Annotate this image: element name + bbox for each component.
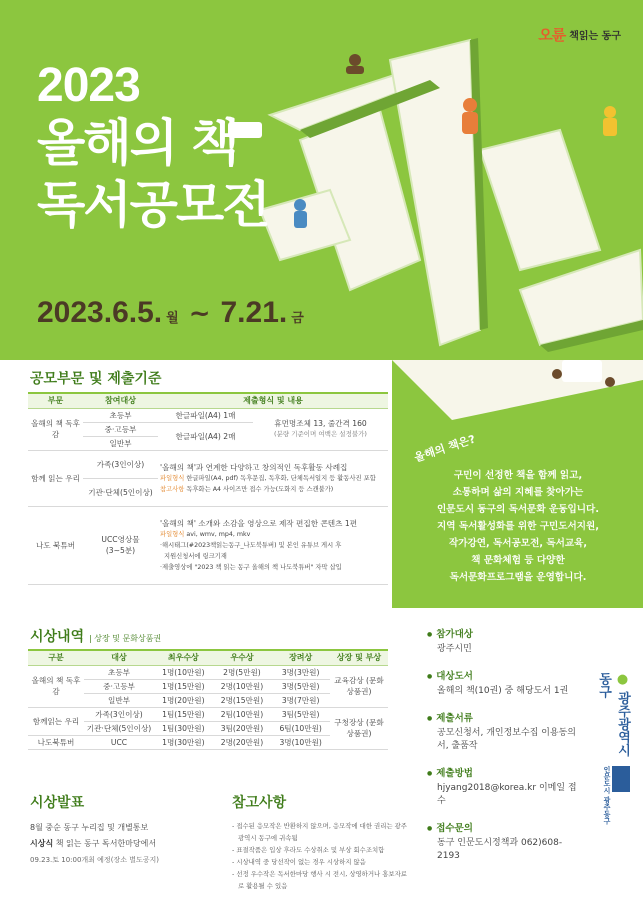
notes-title: 참고사항: [232, 795, 287, 811]
humanities-logo-icon: [612, 766, 630, 792]
cell-format: 한글파일(A4) 1매: [158, 408, 253, 422]
cell-target: 일반부: [83, 436, 158, 450]
note-value: 독후화는 A4 사이즈만 접수 가능(도화지 등 스캔불가): [186, 485, 334, 493]
col-header: 장려상: [271, 650, 330, 665]
cell-prize: 2명(15만원): [213, 693, 272, 707]
ceremony-text: 책 읽는 동구 독서한마당에서: [55, 839, 157, 848]
humanities-city-logo: [603, 766, 630, 854]
cell-prize: 2명(20만원): [213, 735, 272, 749]
info-list: [427, 620, 577, 863]
target-line: (3~5분): [105, 546, 136, 555]
cell-target: 기관·단체(5인이상): [83, 478, 158, 506]
ceremony-date: 09.23.토 10:00개최 예정(장소 별도공지): [30, 856, 159, 864]
contest-period: [37, 296, 304, 330]
cell-prize: 1명(20만원): [154, 693, 213, 707]
awards-subtitle: 상장 및 문화상품권: [94, 634, 162, 643]
cell-prize: 3명(5만원): [271, 679, 330, 693]
info-body: hjyang2018@korea.kr 이메일 접수: [437, 783, 577, 806]
note-line: ·해시태그(#2023책읽는동구_나도북튜버) 및 본인 유튜브 게시 후: [160, 541, 342, 549]
awards-table: [28, 649, 388, 750]
section-awards-title: 시상내역 | 상장 및 문화상품권: [30, 629, 162, 645]
cell-target: 중·고등부: [84, 679, 154, 693]
col-header: 제출형식 및 내용: [158, 393, 388, 408]
cell-target: 중·고등부: [83, 422, 158, 436]
note-line: 지원신청서에 링크기재: [164, 552, 227, 560]
callout-line: 독서문화프로그램을 운영합니다.: [449, 572, 587, 583]
cell-desc: [158, 450, 388, 506]
start-day: 월: [166, 311, 179, 326]
cell-prize: 2명(10만원): [213, 679, 272, 693]
note-line: ·제출영상에 "2023 책 읽는 동구 올해의 책 나도북튜버" 자막 삽입: [160, 563, 342, 571]
cell-target: UCC: [84, 735, 154, 749]
note-item: - 표절작품은 입상 후라도 수상취소 및 부상 회수조치함: [232, 846, 385, 854]
title-year: 2023: [37, 59, 140, 112]
note-item: - 선정 우수작은 독서한마당 행사 시 전시, 상영하거나 홍보자료로 활용될 수 있음: [232, 870, 407, 890]
cell-target: 초등부: [83, 408, 158, 422]
cell-category: 함께읽는 우리: [28, 707, 84, 735]
callout-line: 작가강연, 독서공모전, 독서교육,: [448, 538, 588, 549]
cell-desc: [158, 506, 388, 584]
callout-line: 지역 독서활성화를 위한 구민도서지원,: [437, 521, 599, 532]
district-logo-icon: ●: [615, 672, 630, 687]
cell-prize: 2명(5만원): [213, 665, 272, 679]
col-header: 대상: [84, 650, 154, 665]
district-logo: [596, 672, 632, 762]
col-header: 참여대상: [83, 393, 158, 408]
info-heading: ● 접수문의: [427, 820, 577, 834]
desc-line: '올해의 책' 소개와 소감을 영상으로 제작 편집한 콘텐츠 1편: [160, 518, 358, 528]
spec-line: 휴먼명조체 13, 줄간격 160: [274, 419, 367, 428]
cell-spec: [253, 408, 388, 450]
cell-target: [83, 506, 158, 584]
end-day: 금: [291, 311, 304, 326]
info-body: 광주시민: [437, 644, 472, 654]
format-value: 한글파일(A4, pdf) 독후문집, 독후화, 단체독서일지 등 활동사진 포함: [186, 474, 376, 482]
cell-award: 교육감상 (문화상품권): [330, 665, 388, 707]
cell-prize: 3팀(20만원): [213, 721, 272, 735]
cell-prize: 3팀(5만원): [271, 707, 330, 721]
contest-table: [28, 392, 388, 585]
cell-target: 일반부: [84, 693, 154, 707]
col-header: 최우수상: [154, 650, 213, 665]
poster-title: [37, 60, 269, 236]
spec-note: (분량 기준이며 여백은 설정불가): [274, 430, 367, 438]
cell-prize: 3명(3만원): [271, 665, 330, 679]
col-header: 우수상: [213, 650, 272, 665]
cell-target: 가족(3인이상): [84, 707, 154, 721]
col-header: 상장 및 부상: [330, 650, 388, 665]
info-heading: ● 참가대상: [427, 626, 577, 640]
district-name: 광주광역시 동구: [596, 672, 630, 757]
brand-mark: 오륜: [538, 26, 566, 44]
info-heading: ● 제출방법: [427, 765, 577, 779]
col-header: 부문: [28, 393, 83, 408]
brand-logo: [538, 24, 621, 45]
humanities-name: 인문도시 광주동구: [603, 766, 611, 825]
cell-target: 초등부: [84, 665, 154, 679]
section-contest-title: 공모부문 및 제출기준: [30, 371, 162, 387]
callout-line: 인문도시 동구의 독서문화 운동입니다.: [437, 504, 599, 515]
label-note: 참고사항: [160, 485, 185, 493]
cell-prize: 3명(7만원): [271, 693, 330, 707]
date-tilde: ~: [188, 299, 211, 329]
cell-prize: 1명(15만원): [154, 679, 213, 693]
cell-prize: 1명(30만원): [154, 735, 213, 749]
start-date: 2023.6.5.: [37, 296, 163, 329]
poster-hero: [0, 0, 643, 360]
cell-prize: 1명(10만원): [154, 665, 213, 679]
end-date: 7.21.: [220, 296, 288, 329]
cell-prize: 6팀(10만원): [271, 721, 330, 735]
cell-target: 가족(3인이상): [83, 450, 158, 478]
announcement: [30, 792, 210, 868]
info-body: 공모신청서, 개인정보수집 이용동의서, 출품작: [437, 728, 576, 751]
note-item: - 접수된 응모작은 반환하지 않으며, 응모작에 대한 권리는 광주광역시 동구에 귀속됨: [232, 822, 407, 842]
callout-line: 구민이 선정한 책을 함께 읽고,: [453, 470, 583, 481]
info-body: 동구 인문도시정책과 062)608-2193: [437, 838, 563, 861]
desc-line: '올해의 책'과 연계한 다양하고 창의적인 독후활동 사례집: [160, 462, 348, 472]
title-line-2: 독서공모전: [37, 176, 269, 234]
callout-tag: 올해의 책은?: [412, 432, 477, 465]
awards-title: 시상내역: [30, 629, 85, 645]
cell-category: 올해의 책 독후감: [28, 665, 84, 707]
label-format: 파일형식: [160, 530, 185, 538]
cell-prize: 1팀(30만원): [154, 721, 213, 735]
cell-category: 나도 북튜버: [28, 506, 83, 584]
announcement-line: 8월 중순 동구 누리집 및 개별통보: [30, 823, 149, 832]
cell-target: 기관·단체(5인이상): [84, 721, 154, 735]
note-item: - 시상내역 중 당선작이 없는 경우 시상하지 않음: [232, 858, 366, 866]
info-heading: ● 제출서류: [427, 710, 577, 724]
callout-line: 책 문화체험 등 다양한: [471, 555, 565, 566]
target-line: UCC영상물: [101, 535, 140, 544]
info-heading: ● 대상도서: [427, 668, 577, 682]
cell-format: 한글파일(A4) 2매: [158, 422, 253, 450]
info-body: 올해의 책(10권) 중 해당도서 1권: [437, 686, 569, 696]
callout-line: 소통하며 삶의 지혜를 찾아가는: [452, 487, 584, 498]
cell-prize: 2팀(10만원): [213, 707, 272, 721]
cell-prize: 1팀(15만원): [154, 707, 213, 721]
format-value: avi, wmv, mp4, mkv: [186, 530, 251, 538]
cell-prize: 3명(10만원): [271, 735, 330, 749]
col-header: 구분: [28, 650, 84, 665]
cell-category: 함께 읽는 우리: [28, 450, 83, 506]
ceremony-label: 시상식: [30, 839, 54, 848]
title-line-1: 올해의 책: [37, 114, 238, 172]
label-format: 파일형식: [160, 474, 185, 482]
brand-text: 책읽는 동구: [569, 31, 621, 42]
cell-category: 올해의 책 독후감: [28, 408, 83, 450]
announcement-title: 시상발표: [30, 795, 85, 811]
notes: [232, 792, 412, 892]
cell-category: 나도북튜버: [28, 735, 84, 749]
cell-award: 구청장상 (문화상품권): [330, 707, 388, 749]
callout-body: [402, 467, 634, 586]
